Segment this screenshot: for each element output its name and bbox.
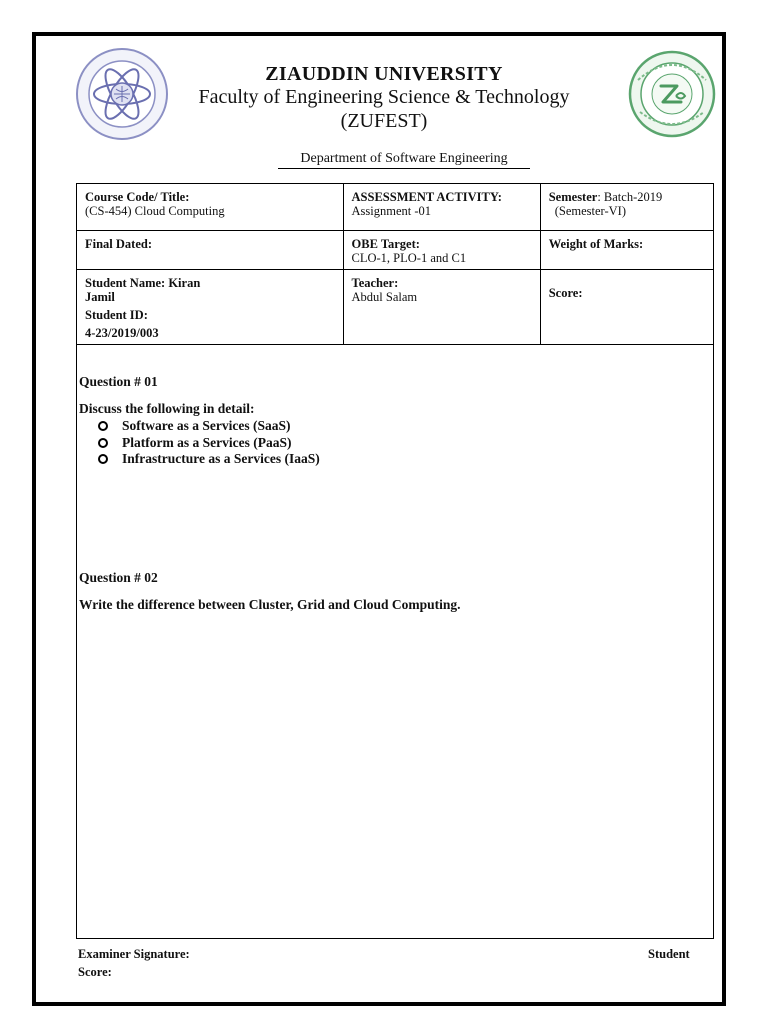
semester-value: : Batch-2019: [597, 190, 663, 204]
question-1-list: [98, 418, 320, 468]
obe-label: OBE Target:: [351, 237, 420, 251]
faculty-acronym: (ZUFEST): [340, 110, 428, 132]
circle-bullet-icon: [98, 438, 108, 448]
list-item-text: Infrastructure as a Services (IaaS): [122, 451, 320, 467]
obe-value: CLO-1, PLO-1 and C1: [351, 251, 467, 265]
semester-label: Semester: [548, 190, 598, 204]
teacher-value: Abdul Salam: [351, 290, 418, 304]
question-2-heading: Question # 02: [79, 570, 158, 585]
activity-cell: [343, 184, 540, 231]
assessment-info-table: [76, 183, 714, 345]
list-item-text: Software as a Services (SaaS): [122, 418, 291, 434]
semester-number: (Semester-VI): [554, 204, 626, 218]
final-dated-cell: [77, 231, 344, 270]
activity-value: Assignment -01: [351, 204, 432, 218]
question-2-prompt: Write the difference between Cluster, Grid and Cloud Computing.: [79, 597, 461, 612]
circle-bullet-icon: [98, 454, 108, 464]
teacher-label: Teacher:: [351, 276, 399, 290]
table-row: [77, 184, 714, 231]
weight-label: Weight of Marks:: [548, 237, 644, 251]
footer-score-label: Score:: [78, 965, 112, 979]
score-cell: [540, 270, 713, 345]
obe-cell: [343, 231, 540, 270]
circle-bullet-icon: [98, 421, 108, 431]
question-1-heading: Question # 01: [79, 374, 158, 389]
weight-cell: [540, 231, 713, 270]
student-id-value: 4-23/2019/003: [85, 326, 159, 340]
course-label: Course Code/ Title:: [85, 190, 190, 204]
semester-cell: [540, 184, 713, 231]
teacher-cell: [343, 270, 540, 345]
score-label: Score:: [548, 286, 583, 300]
student-id-label: Student ID:: [85, 308, 148, 322]
list-item-text: Platform as a Services (PaaS): [122, 434, 292, 450]
list-item: [98, 451, 320, 468]
table-row: [77, 231, 714, 270]
university-title: ZIAUDDIN UNIVERSITY: [265, 63, 503, 85]
student-name-label: Student Name: Kiran: [85, 276, 201, 290]
activity-label: ASSESSMENT ACTIVITY:: [351, 190, 502, 204]
course-value: (CS-454) Cloud Computing: [85, 204, 225, 218]
list-item: [98, 435, 320, 452]
student-cell: [77, 270, 344, 345]
final-dated-label: Final Dated:: [85, 237, 153, 251]
department-name: Department of Software Engineering: [278, 151, 530, 169]
student-name-cont: Jamil: [85, 290, 115, 304]
examiner-signature-label: Examiner Signature:: [78, 947, 190, 961]
question-1-prompt: Discuss the following in detail:: [79, 401, 255, 416]
faculty-name: Faculty of Engineering Science & Technology: [198, 86, 570, 108]
list-item: [98, 418, 320, 435]
semester-row: [549, 190, 663, 204]
table-row: [77, 270, 714, 345]
student-signature-label: Student: [648, 947, 690, 961]
course-cell: [77, 184, 344, 231]
